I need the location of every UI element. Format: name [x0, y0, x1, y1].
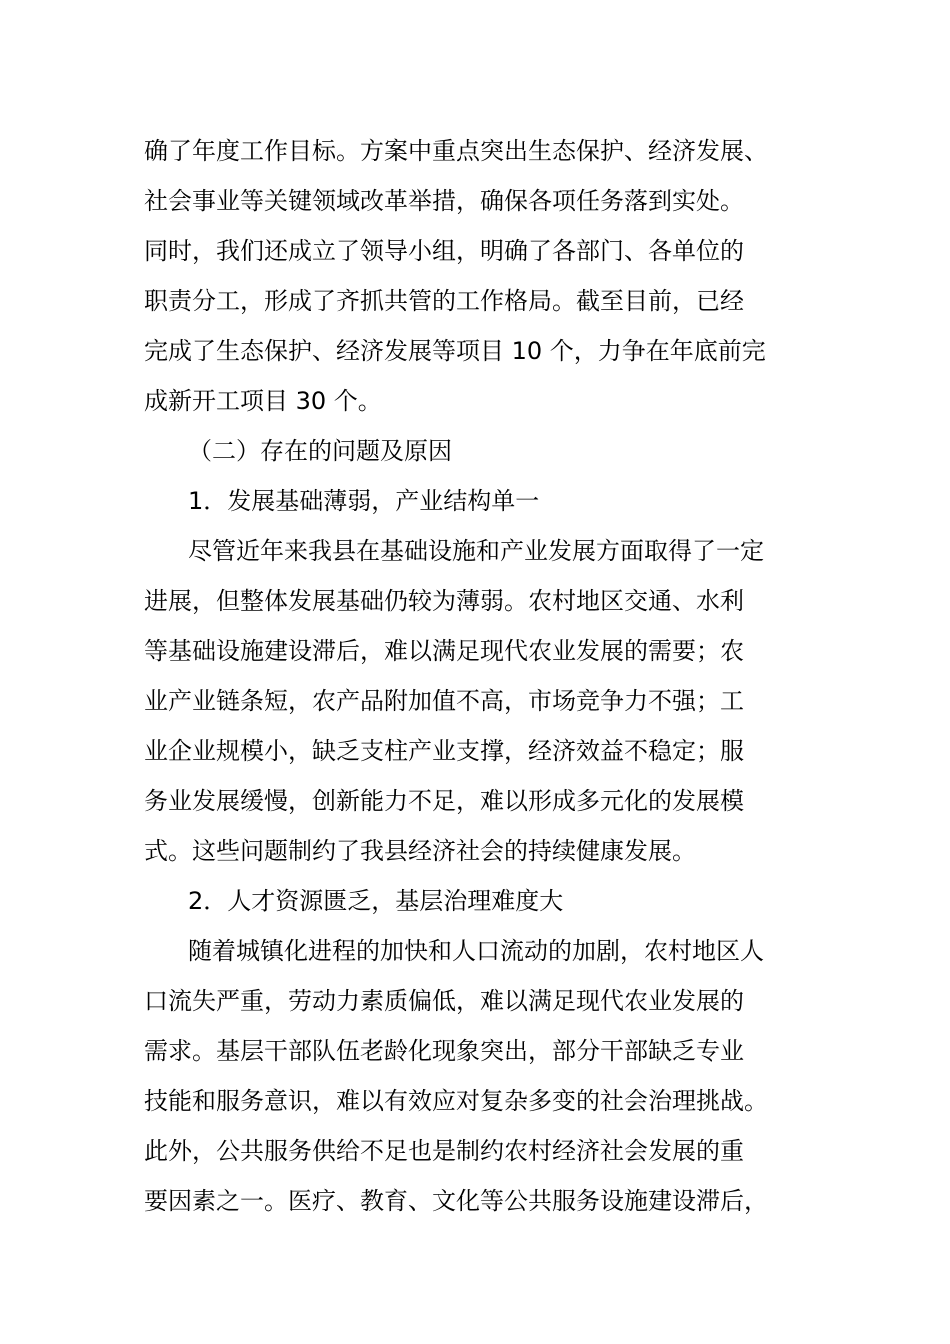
body-text-line: 业产业链条短，农产品附加值不高，市场竞争力不强；工: [144, 687, 744, 715]
paragraph-first-line: 尽管近年来我县在基础设施和产业发展方面取得了一定: [188, 537, 764, 565]
body-text-line: 进展，但整体发展基础仍较为薄弱。农村地区交通、水利: [144, 587, 744, 615]
body-text-line: 业企业规模小，缺乏支柱产业支撑，经济效益不稳定；服: [144, 737, 744, 765]
body-text-line: 完成了生态保护、经济发展等项目 10 个，力争在年底前完: [144, 337, 766, 365]
body-text-line: 确了年度工作目标。方案中重点突出生态保护、经济发展、: [144, 137, 768, 165]
paragraph-first-line: 随着城镇化进程的加快和人口流动的加剧，农村地区人: [188, 937, 764, 965]
subsection-heading: 1．发展基础薄弱，产业结构单一: [188, 487, 540, 515]
body-text-line: 要因素之一。医疗、教育、文化等公共服务设施建设滞后，: [144, 1187, 768, 1215]
section-heading: （二）存在的问题及原因: [188, 437, 452, 465]
body-text-line: 务业发展缓慢，创新能力不足，难以形成多元化的发展模: [144, 787, 744, 815]
body-text-line: 此外，公共服务供给不足也是制约农村经济社会发展的重: [144, 1137, 744, 1165]
body-text-line: 同时，我们还成立了领导小组，明确了各部门、各单位的: [144, 237, 744, 265]
body-text-line: 等基础设施建设滞后，难以满足现代农业发展的需要；农: [144, 637, 744, 665]
body-text-line: 社会事业等关键领域改革举措，确保各项任务落到实处。: [144, 187, 744, 215]
body-text-line: 技能和服务意识，难以有效应对复杂多变的社会治理挑战。: [144, 1087, 768, 1115]
body-text-line: 式。这些问题制约了我县经济社会的持续健康发展。: [144, 837, 696, 865]
body-text-line: 成新开工项目 30 个。: [144, 387, 382, 415]
body-text-line: 需求。基层干部队伍老龄化现象突出，部分干部缺乏专业: [144, 1037, 744, 1065]
document-body: [144, 126, 804, 1226]
body-text-line: 职责分工，形成了齐抓共管的工作格局。截至目前，已经: [144, 287, 744, 315]
body-text-line: 口流失严重，劳动力素质偏低，难以满足现代农业发展的: [144, 987, 744, 1015]
subsection-heading: 2．人才资源匮乏，基层治理难度大: [188, 887, 564, 915]
